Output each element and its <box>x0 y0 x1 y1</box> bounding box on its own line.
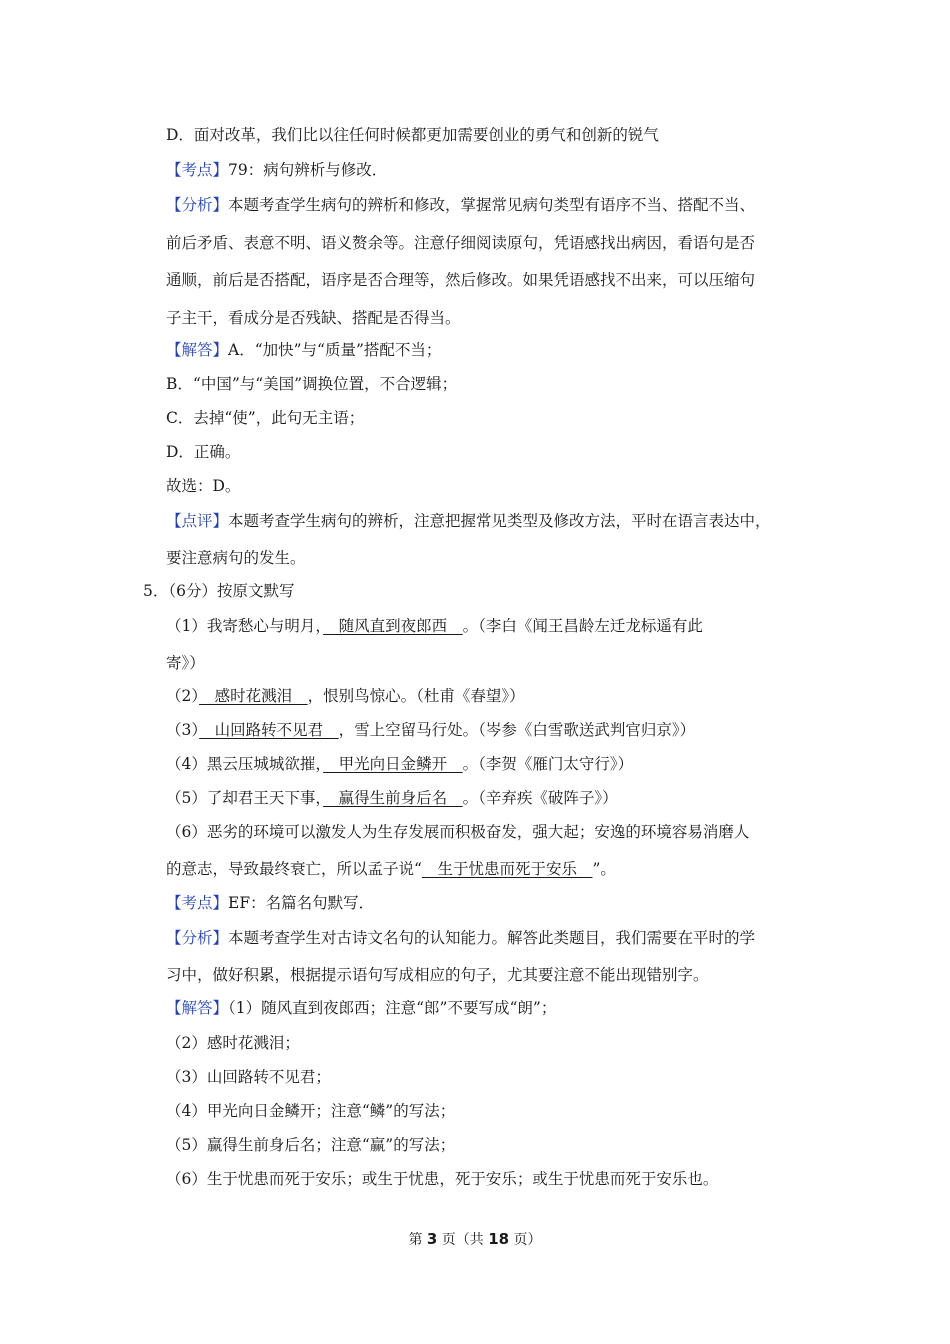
item-suffix: 。（辛弃疾《破阵子》） <box>462 789 618 807</box>
jieda-text-line: （2）感时花溅泪； <box>166 1034 300 1052</box>
question-5-title: 5．（6分）按原文默写 <box>143 582 295 600</box>
item-prefix: （6）恶劣的环境可以激发人为生存发展而积极奋发，强大起；安逸的环境容易消磨人 <box>166 823 750 841</box>
fenxi-text-line: 习中，做好积累，根据提示语句写成相应的句子，尤其要注意不能出现错别字。 <box>166 966 709 984</box>
item-suffix: ”。 <box>592 860 616 878</box>
kaodian-tag: 【考点】 <box>166 161 229 179</box>
jieda-text-line: B．“中国”与“美国”调换位置，不合逻辑； <box>166 375 458 393</box>
jieda-text-line: C．去掉“使”，此句无主语； <box>166 409 365 427</box>
page-number: 3 <box>426 1230 438 1248</box>
recitation-item <box>166 685 525 707</box>
recitation-item <box>166 615 703 637</box>
fenxi-tag: 【分析】 <box>166 196 229 214</box>
dianping-line-q4 <box>166 510 771 532</box>
jieda-text-line: （4）甲光向日金鳞开；注意“鳞”的写法； <box>166 1102 456 1120</box>
jieda-text-line: 故选：D。 <box>166 477 241 495</box>
jieda-text-line: （5）赢得生前身后名；注意“赢”的写法； <box>166 1136 456 1154</box>
item-answer: 感时花溅泪 <box>199 687 308 705</box>
footer-suffix: 页） <box>509 1232 542 1248</box>
fenxi-tag: 【分析】 <box>166 929 229 947</box>
item-prefix: 寄》） <box>166 654 205 672</box>
fenxi-text: 本题考查学生病句的辨析和修改，掌握常见病句类型有语序不当、搭配不当、 <box>228 196 756 214</box>
recitation-item <box>166 719 695 741</box>
kaodian-tag: 【考点】 <box>166 894 229 912</box>
item-suffix: ，恨别鸟惊心。（杜甫《春望》） <box>307 687 525 705</box>
kaodian-line-q5 <box>166 892 374 914</box>
item-prefix: （5）了却君王天下事， <box>166 789 324 807</box>
jieda-text-line: D．正确。 <box>166 443 241 461</box>
footer-prefix: 第 <box>408 1232 427 1248</box>
recitation-item <box>166 787 618 809</box>
page-footer <box>0 1228 950 1251</box>
fenxi-text-line: 子主干，看成分是否残缺、搭配是否得当。 <box>166 309 461 327</box>
kaodian-line-q4 <box>166 159 387 181</box>
jieda-line-q4 <box>166 339 441 361</box>
item-suffix: 。（李贺《雁门太守行》） <box>462 755 634 773</box>
total-pages: 18 <box>488 1230 510 1248</box>
dianping-text-line: 要注意病句的发生。 <box>166 549 306 567</box>
jieda-text-line: （6）生于忧患而死于安乐；或生于忧患，死于安乐；或生于忧患而死于安乐也。 <box>166 1170 719 1188</box>
item-suffix: 。（李白《闻王昌龄左迁龙标遥有此 <box>462 617 703 635</box>
fenxi-text-line: 前后矛盾、表意不明、语义赘余等。注意仔细阅读原句，凭语感找出病因，看语句是否 <box>166 234 756 252</box>
item-suffix: ，雪上空留马行处。（岑参《白雪歌送武判官归京》） <box>338 721 696 739</box>
footer-middle: 页（共 <box>437 1232 489 1248</box>
item-answer: 山回路转不见君 <box>199 721 339 739</box>
jieda-tag: 【解答】 <box>166 999 229 1017</box>
dianping-text: 本题考查学生病句的辨析，注意把握常见类型及修改方法，平时在语言表达中， <box>228 512 771 530</box>
jieda-text: （1）随风直到夜郎西；注意“郎”不要写成“朗”； <box>228 999 557 1017</box>
recitation-item <box>166 821 749 843</box>
fenxi-text-line: 通顺，前后是否搭配，语序是否合理等，然后修改。如果凭语感找不出来，可以压缩句 <box>166 271 756 289</box>
item-prefix: （4）黑云压城城欲摧， <box>166 755 324 773</box>
jieda-line-q5 <box>166 997 556 1019</box>
fenxi-line-q5 <box>166 927 755 949</box>
recitation-item <box>166 858 616 880</box>
item-answer: 生于忧患而死于安乐 <box>421 860 593 878</box>
dianping-tag: 【点评】 <box>166 512 229 530</box>
fenxi-text: 本题考查学生对古诗文名句的认知能力。解答此类题目，我们需要在平时的学 <box>228 929 756 947</box>
option-d: D．面对改革，我们比以往任何时候都更加需要创业的勇气和创新的锐气 <box>166 126 659 144</box>
item-prefix: （3） <box>166 721 200 739</box>
kaodian-text: EF：名篇名句默写． <box>228 894 375 912</box>
recitation-item <box>166 652 205 674</box>
item-answer: 甲光向日金鳞开 <box>323 755 463 773</box>
item-prefix: （2） <box>166 687 200 705</box>
item-prefix: 的意志，导致最终衰亡，所以孟子说“ <box>166 860 422 878</box>
jieda-text-line: （3）山回路转不见君； <box>166 1068 331 1086</box>
item-answer: 随风直到夜郎西 <box>323 617 463 635</box>
recitation-item <box>166 753 633 775</box>
jieda-text: A．“加快”与“质量”搭配不当； <box>228 341 442 359</box>
item-prefix: （1）我寄愁心与明月， <box>166 617 324 635</box>
kaodian-text: 79：病句辨析与修改． <box>228 161 388 179</box>
fenxi-line-q4 <box>166 194 755 216</box>
jieda-tag: 【解答】 <box>166 341 229 359</box>
item-answer: 赢得生前身后名 <box>323 789 463 807</box>
